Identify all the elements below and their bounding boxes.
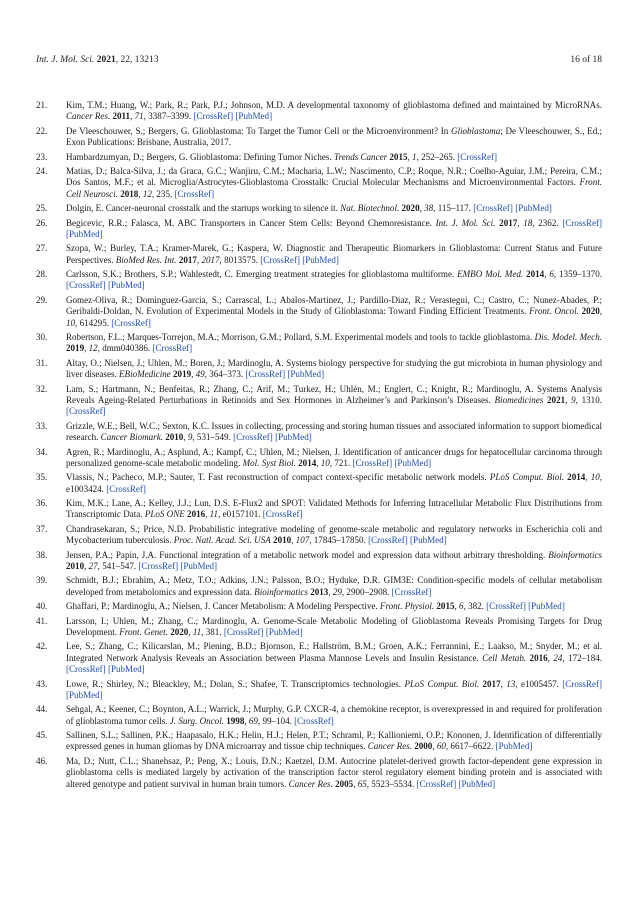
running-header [36, 55, 602, 65]
crossref-link[interactable]: [CrossRef] [233, 432, 273, 443]
page-number: 16 of 18 [570, 55, 602, 65]
reference-number: 25. [36, 203, 48, 214]
reference-item [36, 384, 602, 418]
reference-segment: , 6617–6622. [445, 741, 496, 752]
reference-number: 31. [36, 357, 48, 368]
pubmed-link[interactable]: [PubMed] [410, 535, 447, 546]
reference-segment: , [84, 343, 89, 354]
reference-segment: Schmidt, B.J.; Ebrahim, A.; Metz, T.O.; Adkins, J.N.; Palsson, B.O.; Hyduke, D.R. GIM3E: Condition-specific models of cellular metabolism developed from metabolomics and expression data. [66, 575, 602, 597]
crossref-link[interactable]: [CrossRef] [416, 778, 457, 789]
reference-text [66, 704, 602, 727]
reference-segment: , [353, 778, 358, 789]
reference-segment: , 531–549. [192, 432, 234, 443]
reference-italic-text: 24 [553, 652, 563, 663]
reference-item [36, 679, 602, 702]
reference-year: 2018 [120, 188, 139, 199]
reference-text [66, 756, 602, 790]
reference-segment: , [547, 652, 554, 663]
reference-italic-text: 9 [571, 394, 576, 405]
reference-segment: Matias, D.; Balca-Silva, J.; da Graca, G.C.; Wanjiru, C.M.; Macharia, L.W.; Nascimento, C.P.; Roque, N.R.; Coelho-Aguiar, J.M.; Pereira, C.M.; Dos Santos, M.F.; et al. Microglia/Astrocytes-Glioblastoma Crosstalk: Crucial Molecular Mechanisms and Microenvironmental Factors. [66, 166, 602, 188]
reference-segment: Begicevic, R.R.; Falasca, M. ABC Transporters in Cancer Stem Cells: Beyond Chemoresistance. [66, 217, 436, 228]
reference-text [66, 524, 602, 547]
reference-segment: , 614295. [75, 317, 112, 328]
reference-segment: , [500, 678, 507, 689]
reference-item [36, 100, 602, 123]
reference-italic-text: Front. Genet. [119, 626, 168, 637]
reference-text [66, 203, 602, 214]
reference-segment: , 235. [151, 188, 175, 199]
reference-year: 2020 [170, 626, 189, 637]
crossref-link[interactable]: [CrossRef] [66, 664, 106, 675]
reference-item [36, 218, 602, 241]
reference-item [36, 524, 602, 547]
reference-segment: , 17845–17850. [309, 535, 369, 546]
pubmed-link[interactable]: [PubMed] [107, 280, 145, 291]
reference-segment: Sallinen, S.L.; Sallinen, P.K.; Haapasalo, H.K.; Helin, H.J.; Helen, P.T.; Schraml, P.; Kallioniemi, O.P.; Kononen, J. Identification of differentially expressed genes in human gliomas by DNA microarray and tissue chip techniques. [66, 730, 602, 752]
reference-segment: , e1005457. [515, 678, 563, 689]
reference-number: 34. [36, 446, 48, 457]
crossref-link[interactable]: [CrossRef] [562, 678, 602, 689]
reference-segment: Vlassis, N.; Pacheco, M.P.; Sauter, T. Fast reconstruction of compact context-specific metabolic network models. [66, 472, 490, 483]
reference-text [66, 616, 602, 639]
reference-segment: , [138, 188, 143, 199]
pubmed-link[interactable]: [PubMed] [66, 228, 103, 239]
reference-segment: Grizzle, W.E.; Bell, W.C.; Sexton, K.C. Issues in collecting, processing and storing human tissues and associated information to support biomedical research. [66, 420, 602, 443]
reference-segment: , [454, 601, 460, 612]
reference-number: 35. [36, 472, 48, 483]
reference-segment: , 115–117. [433, 203, 474, 214]
reference-italic-text: Front. Oncol. [529, 306, 579, 317]
crossref-link[interactable]: [CrossRef] [152, 343, 193, 354]
reference-segment: , 721. [329, 457, 353, 468]
reference-italic-text: Glioblastoma [450, 125, 501, 136]
reference-segment: , [191, 369, 196, 380]
pubmed-link[interactable]: [PubMed] [107, 664, 145, 675]
reference-italic-text: 71 [134, 111, 144, 122]
reference-segment: Ma, D.; Nutt, C.L.; Shanehsaz, P.; Peng, X.; Louis, D.N.; Kaetzel, D.M. Autocrine platelet-derived growth factor-dependent gene expression in glioblastoma cells is mediated largely by activation of the transcription factor sterol regulatory element binding protein and is associated with altered genotype and patient survival in human brain tumors. [66, 755, 602, 789]
reference-italic-text: Bioinformatics [548, 549, 602, 560]
reference-number: 36. [36, 498, 48, 509]
reference-segment: Jensen, P.A.; Papin, J.A. Functional integration of a metabolic network model and expression data without arbitrary thresholding. [66, 549, 549, 560]
reference-text [66, 575, 602, 598]
reference-number: 28. [36, 269, 48, 280]
reference-item [36, 295, 602, 329]
reference-segment: , 1310. [575, 394, 602, 405]
reference-number: 40. [36, 601, 48, 612]
pubmed-link[interactable]: [PubMed] [302, 254, 339, 265]
crossref-link[interactable]: [CrossRef] [294, 715, 334, 726]
reference-italic-text: 12 [88, 343, 98, 354]
reference-italic-text: 12 [142, 188, 152, 199]
reference-item [36, 601, 602, 612]
reference-item [36, 616, 602, 639]
reference-italic-text: 10 [320, 457, 330, 468]
reference-italic-text: Nat. Biotechnol. [340, 203, 400, 214]
reference-segment: , 172–184. [562, 652, 603, 663]
reference-segment: , [585, 472, 591, 483]
reference-italic-text: 38 [424, 203, 434, 214]
reference-number: 46. [36, 755, 48, 766]
reference-segment: Robertson, F.L.; Marques-Torrejon, M.A.; Morrison, G.M.; Pollard, S.M. Experimental models and tools to tackle glioblastoma. [66, 332, 535, 343]
reference-segment: , [244, 715, 249, 726]
reference-segment: , 3387–3399. [143, 111, 194, 122]
reference-italic-text: 49 [195, 369, 205, 380]
reference-italic-text: Trends Cancer [333, 151, 388, 162]
reference-italic-text: EBioMedicine [119, 369, 171, 380]
reference-segment: , 1359–1370. [553, 269, 602, 280]
reference-number: 22. [36, 125, 48, 136]
crossref-link[interactable]: [CrossRef] [66, 280, 106, 291]
reference-italic-text: 9 [187, 432, 193, 443]
reference-text [66, 498, 602, 521]
reference-segment: , [316, 457, 321, 468]
reference-year: 2015 [389, 151, 408, 162]
reference-item [36, 126, 602, 149]
reference-segment: Lam, S.; Hartmann, N.; Benfeitas, R.; Zhang, C.; Arif, M.; Turkez, H.; Uhlén, M.; Englert, C.; Knight, R.; Mardinoglu, A. Systems Analysis Reveals Ageing-Related Perturbations in Retinoids and Sex Hormones in Alzheimer’s and Parkinson’s Diseases. [66, 383, 602, 405]
reference-item [36, 704, 602, 727]
reference-italic-text: 13 [506, 678, 516, 689]
reference-italic-text: 69 [248, 715, 258, 726]
reference-number: 42. [36, 641, 48, 652]
reference-year: 2014 [526, 269, 545, 280]
reference-italic-text: Bioinformatics [254, 586, 308, 597]
reference-number: 44. [36, 704, 48, 715]
reference-number: 38. [36, 549, 48, 560]
reference-italic-text: PLoS Comput. Biol. [489, 472, 565, 483]
reference-number: 21. [36, 100, 48, 110]
reference-number: 45. [36, 730, 48, 741]
reference-segment: Altay, O.; Nielsen, J.; Uhlen, M.; Boren, J.; Mardinoglu, A. Systems biology perspective for studying the gut microbiota in human physiology and liver diseases. [66, 357, 602, 380]
reference-item [36, 498, 602, 521]
reference-italic-text: BioMed Res. Int. [115, 254, 177, 265]
reference-italic-text: Dis. Model. Mech. [534, 332, 602, 343]
reference-segment: , 99–104. [257, 715, 295, 726]
reference-item [36, 575, 602, 598]
reference-segment: , 2362. [532, 217, 563, 228]
reference-segment: , 2900–2908. [341, 586, 392, 597]
pubmed-link[interactable]: [PubMed] [458, 778, 496, 789]
reference-number: 26. [36, 217, 48, 228]
reference-text [66, 100, 602, 123]
reference-italic-text: 11 [209, 509, 219, 520]
reference-segment: Chandrasekaran, S.; Price, N.D. Probabilistic integrative modeling of genome-scale metabolic and regulatory networks in Escherichia coli and Mycobacterium tuberculosis. [66, 523, 602, 546]
reference-segment: , [328, 586, 333, 597]
reference-italic-text: 6 [459, 601, 464, 612]
reference-italic-text: Cell Metab. [482, 652, 527, 663]
reference-segment: Agren, R.; Mardinoglu, A.; Asplund, A.; Kampf, C.; Uhlen, M.; Nielsen, J. Identification of anticancer drugs for hepatocellular carcinoma through personalized genome-scale metabolic modeling. [66, 446, 602, 468]
reference-segment: , [419, 203, 425, 214]
reference-number: 32. [36, 383, 48, 394]
reference-number: 39. [36, 575, 48, 586]
reference-number: 27. [36, 243, 48, 254]
reference-text [66, 421, 602, 444]
reference-number: 24. [36, 166, 48, 176]
reference-item [36, 243, 602, 266]
reference-segment: , 252–265. [416, 151, 458, 162]
reference-italic-text: Int. J. Mol. Sci. [435, 217, 496, 228]
pubmed-link[interactable]: [PubMed] [66, 689, 103, 700]
reference-text [66, 730, 602, 753]
reference-segment: , [407, 151, 413, 162]
reference-italic-text: 27 [88, 560, 98, 571]
reference-text [66, 166, 602, 200]
pubmed-link[interactable]: [PubMed] [495, 741, 533, 752]
reference-italic-text: 11 [192, 626, 202, 637]
reference-item [36, 756, 602, 790]
crossref-link[interactable]: [CrossRef] [473, 203, 513, 214]
reference-year: 2020 [401, 203, 420, 214]
crossref-link[interactable]: [CrossRef] [262, 509, 303, 520]
reference-text [66, 332, 602, 355]
reference-segment: Lowe, R.; Shirley, N.; Bleackley, M.; Dolan, S.; Shafee, T. Transcriptomics technologies. [66, 678, 405, 689]
reference-number: 30. [36, 332, 48, 343]
pubmed-link[interactable]: [PubMed] [394, 457, 432, 468]
reference-segment: Ghaffari, P.; Mardinoglu, A.; Nielsen, J. Cancer Metabolism: A Modeling Perspective. [66, 601, 380, 612]
reference-segment: , [205, 509, 210, 520]
reference-italic-text: 18 [523, 217, 533, 228]
reference-number: 43. [36, 678, 48, 689]
reference-segment: , [432, 741, 437, 752]
reference-segment: ; De Vleeschouwer, S., Ed.; Exon Publications: Brisbane, Australia, 2017. [66, 125, 602, 148]
reference-italic-text: Biomedicines [494, 394, 544, 405]
pubmed-link[interactable]: [PubMed] [235, 111, 273, 122]
reference-year: 2000 [414, 741, 433, 752]
pubmed-link[interactable]: [PubMed] [528, 601, 565, 612]
reference-item [36, 203, 602, 214]
reference-year: 2017 [499, 217, 518, 228]
reference-year: 2010 [165, 432, 184, 443]
reference-segment: , e1003424. [66, 472, 602, 494]
reference-segment: Hambardzumyan, D.; Bergers, G. Glioblastoma: Defining Tumor Niches. [66, 151, 334, 162]
reference-italic-text: Cancer Res. [66, 111, 111, 122]
reference-year: 2019 [66, 343, 85, 354]
reference-year: 2016 [529, 652, 548, 663]
reference-text [66, 472, 602, 495]
reference-list [36, 100, 602, 793]
reference-year: 2017 [482, 678, 501, 689]
reference-text [66, 269, 602, 292]
reference-segment: , 8013575. [219, 254, 261, 265]
crossref-link[interactable]: [CrossRef] [260, 254, 300, 265]
reference-segment: , 382. [463, 601, 487, 612]
reference-item [36, 472, 602, 495]
reference-italic-text: PLoS ONE [144, 509, 185, 520]
crossref-link[interactable]: [CrossRef] [391, 586, 432, 597]
reference-item [36, 269, 602, 292]
reference-number: 23. [36, 151, 48, 162]
reference-segment: Kim, T.M.; Huang, W.; Park, R.; Park, P.J.; Johnson, M.D. A developmental taxonomy of glioblastoma defined and maintained by MicroRNAs. [66, 100, 602, 110]
crossref-link[interactable]: [CrossRef] [138, 560, 179, 571]
reference-italic-text: 107 [295, 535, 310, 546]
reference-segment: , [599, 306, 602, 317]
crossref-link[interactable]: [CrossRef] [106, 483, 146, 494]
reference-number: 29. [36, 294, 48, 305]
reference-segment: , e0157101. [218, 509, 263, 520]
pubmed-link[interactable]: [PubMed] [265, 626, 303, 637]
reference-italic-text: Front. Cell Neurosci. [66, 177, 602, 199]
reference-italic-text: Mol. Syst Biol. [242, 457, 296, 468]
reference-italic-text: Cancer Res. [367, 741, 412, 752]
reference-item [36, 152, 602, 163]
reference-segment: , [183, 432, 188, 443]
reference-segment: , [517, 217, 524, 228]
reference-text [66, 152, 602, 163]
reference-segment: Kim, M.K.; Lane, A.; Kelley, J.J.; Lun, D.S. E-Flux2 and SPOT: Validated Methods for Inferring Intracellular Metabolic Flux Distributions from Transcriptomic Data. [66, 498, 602, 520]
reference-segment: , [565, 394, 572, 405]
reference-year: 2015 [436, 601, 455, 612]
reference-item [36, 166, 602, 200]
crossref-link[interactable]: [CrossRef] [174, 188, 215, 199]
reference-year: 2010 [273, 535, 292, 546]
reference-segment: , [196, 254, 202, 265]
reference-item [36, 358, 602, 381]
reference-year: 2014 [567, 472, 586, 483]
crossref-link[interactable]: [CrossRef] [352, 457, 393, 468]
reference-italic-text: EMBO Mol. Med. [457, 269, 524, 280]
reference-text [66, 384, 602, 418]
reference-item [36, 421, 602, 444]
reference-segment: , 364–373. [204, 369, 246, 380]
reference-italic-text: 10 [66, 317, 76, 328]
journal-year: 2021 [96, 55, 116, 65]
reference-text [66, 126, 602, 149]
reference-text [66, 641, 602, 675]
reference-italic-text: 1 [412, 151, 417, 162]
reference-text [66, 218, 602, 241]
reference-year: 2017 [178, 254, 197, 265]
journal-name: Int. J. Mol. Sci. [36, 55, 95, 65]
reference-segment: , 541–547. [97, 560, 139, 571]
crossref-link[interactable]: [CrossRef] [245, 369, 286, 380]
reference-segment: , [188, 626, 193, 637]
crossref-link[interactable]: [CrossRef] [368, 535, 408, 546]
pubmed-link[interactable]: [PubMed] [515, 203, 552, 214]
reference-number: 41. [36, 615, 48, 626]
reference-year: 2010 [66, 560, 85, 571]
reference-year: 2016 [187, 509, 206, 520]
reference-text [66, 550, 602, 573]
reference-year: 1998 [226, 715, 245, 726]
reference-year: 2013 [310, 586, 329, 597]
reference-segment: De Vleeschouwer, S.; Bergers, G. Glioblastoma: To Target the Tumor Cell or the Microenvironment? In [66, 125, 451, 136]
reference-text [66, 358, 602, 381]
reference-text [66, 295, 602, 329]
reference-year: 2011 [112, 111, 131, 122]
pubmed-link[interactable]: [PubMed] [275, 432, 312, 443]
reference-segment: , 381. [201, 626, 224, 637]
reference-segment: Szopa, W.; Burley, T.A.; Kramer-Marek, G.; Kaspera, W. Diagnostic and Therapeutic Biomarkers in Glioblastoma: Current Status and Future Perspectives. [66, 243, 602, 265]
crossref-link[interactable]: [CrossRef] [562, 217, 603, 228]
journal-volume: , 22, 13213 [115, 55, 159, 65]
reference-number: 33. [36, 420, 48, 431]
reference-segment: , [544, 269, 550, 280]
reference-italic-text: 29 [332, 586, 342, 597]
reference-italic-text: 6 [549, 269, 554, 280]
reference-item [36, 332, 602, 355]
reference-text [66, 243, 602, 266]
crossref-link[interactable]: [CrossRef] [111, 317, 151, 328]
reference-segment: , [130, 111, 135, 122]
reference-segment: , dmm040386. [97, 343, 153, 354]
reference-italic-text: 10 [590, 472, 600, 483]
reference-item [36, 550, 602, 573]
crossref-link[interactable]: [CrossRef] [457, 151, 497, 162]
reference-text [66, 447, 602, 470]
reference-segment: , 5523–5534. [366, 778, 417, 789]
reference-italic-text: PLoS Comput. Biol. [404, 678, 480, 689]
reference-number: 37. [36, 523, 48, 534]
reference-segment: , [291, 535, 296, 546]
reference-italic-text: Cancer Res. [288, 778, 333, 789]
reference-year: 2014 [298, 457, 317, 468]
pubmed-link[interactable]: [PubMed] [180, 560, 218, 571]
reference-text [66, 679, 602, 702]
reference-italic-text: J. Surg. Oncol. [169, 715, 224, 726]
reference-item [36, 730, 602, 753]
pubmed-link[interactable]: [PubMed] [287, 369, 325, 380]
reference-segment: , [84, 560, 89, 571]
reference-year: 2005 [335, 778, 354, 789]
reference-item [36, 447, 602, 470]
reference-year: 2020 [581, 306, 600, 317]
reference-item [36, 641, 602, 675]
crossref-link[interactable]: [CrossRef] [193, 111, 234, 122]
reference-segment: Carlsson, S.K.; Brothers, S.P.; Wahlestedt, C. Emerging treatment strategies for glioblastoma multiforme. [66, 269, 458, 280]
reference-italic-text: 2017 [201, 254, 220, 265]
reference-text [66, 601, 602, 612]
journal-citation [36, 55, 158, 65]
crossref-link[interactable]: [CrossRef] [66, 406, 106, 417]
reference-segment: Sehgal, A.; Keener, C.; Boynton, A.L.; Warrick, J.; Murphy, G.P. CXCR-4, a chemokine receptor, is overexpressed in and required for proliferation of glioblastoma tumor cells. [66, 704, 602, 726]
reference-italic-text: Cancer Biomark. [100, 432, 163, 443]
crossref-link[interactable]: [CrossRef] [223, 626, 264, 637]
reference-italic-text: 60 [436, 741, 446, 752]
reference-segment: Dolgin, E. Cancer-neuronal crosstalk and the startups working to silence it. [66, 203, 341, 214]
reference-italic-text: 65 [357, 778, 367, 789]
reference-italic-text: Front. Physiol. [379, 601, 435, 612]
reference-segment: Larsson, I.; Uhlen, M.; Zhang, C.; Mardinoglu, A. Genome-Scale Metabolic Modeling of Glioblastoma Reveals Promising Targets for Drug Development. [66, 615, 602, 637]
reference-segment: Lee, S.; Zhang, C.; Kilicarslan, M.; Piening, B.D.; Bjornson, E.; Hallström, B.M.; Groen, A.K.; Ferrannini, E.; Laakso, M.; Snyder, M.; et al. Integrated Network Analysis Reveals an Association between Plasma Mannose Levels and Insulin Resistance. [66, 641, 602, 663]
reference-year: 2021 [547, 394, 566, 405]
reference-segment: Gomez-Oliva, R.; Dominguez-Garcia, S.; Carrascal, L.; Abalos-Martinez, J.; Pardillo-Diaz, R.; Verastegui, C.; Castro, C.; Nunez-Abades, P.; Geribaldi-Doldan, N. Evolution of Experimental Models in the Study of Glioblastoma: Toward Finding Efficient Treatments. [66, 294, 602, 317]
reference-year: 2019 [173, 369, 192, 380]
reference-italic-text: Proc. Natl. Acad. Sci. USA [173, 535, 271, 546]
crossref-link[interactable]: [CrossRef] [486, 601, 526, 612]
